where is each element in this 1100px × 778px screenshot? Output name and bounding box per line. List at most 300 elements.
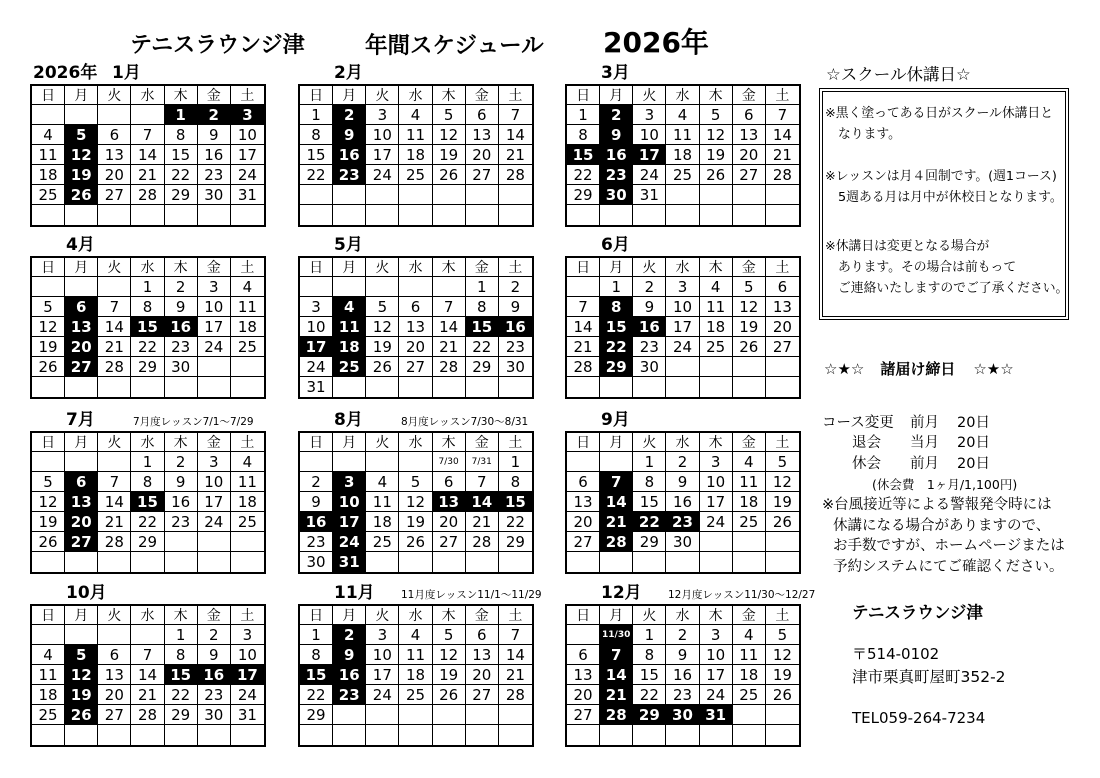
day-cell: 13 <box>98 665 131 685</box>
day-cell: 8 <box>165 645 198 665</box>
lesson-note-paragraph <box>825 166 1063 208</box>
closed-day-cell: 7 <box>600 645 633 665</box>
empty-day-cell <box>333 705 366 725</box>
day-cell: 26 <box>766 685 799 705</box>
empty-day-cell <box>131 377 164 397</box>
deadline-item: 休会 <box>852 456 881 472</box>
weekday-header: 金 <box>466 86 499 105</box>
empty-day-cell <box>399 725 432 745</box>
month-calendar-5 <box>298 256 534 399</box>
day-cell: 1 <box>499 452 532 472</box>
weekday-header: 月 <box>600 606 633 625</box>
empty-day-cell <box>131 205 164 225</box>
day-cell: 6 <box>98 125 131 145</box>
empty-day-cell <box>65 725 98 745</box>
empty-day-cell <box>399 205 432 225</box>
closed-day-cell: 15 <box>499 492 532 512</box>
day-cell: 19 <box>399 512 432 532</box>
day-cell: 27 <box>766 337 799 357</box>
day-cell: 14 <box>98 492 131 512</box>
day-cell: 26 <box>32 357 65 377</box>
day-cell: 28 <box>98 532 131 552</box>
day-cell: 9 <box>165 472 198 492</box>
empty-day-cell <box>231 205 264 225</box>
day-cell: 30 <box>198 705 231 725</box>
closed-day-cell: 22 <box>600 337 633 357</box>
closed-day-cell: 26 <box>65 705 98 725</box>
day-cell: 14 <box>499 125 532 145</box>
day-cell: 25 <box>32 705 65 725</box>
day-cell: 20 <box>98 685 131 705</box>
day-cell: 22 <box>466 337 499 357</box>
empty-day-cell <box>366 205 399 225</box>
weekday-header: 木 <box>700 606 733 625</box>
day-cell: 11 <box>32 665 65 685</box>
empty-day-cell <box>366 705 399 725</box>
weekday-header: 月 <box>333 433 366 452</box>
day-cell: 24 <box>700 512 733 532</box>
empty-day-cell <box>633 377 666 397</box>
weekday-header: 日 <box>32 86 65 105</box>
empty-day-cell <box>567 625 600 645</box>
day-cell: 3 <box>198 277 231 297</box>
day-cell: 11 <box>733 472 766 492</box>
empty-day-cell <box>466 705 499 725</box>
day-cell: 30 <box>198 185 231 205</box>
weekday-header: 火 <box>633 258 666 277</box>
empty-day-cell <box>633 205 666 225</box>
day-cell: 20 <box>399 337 432 357</box>
day-cell: 9 <box>499 297 532 317</box>
day-cell: 21 <box>499 145 532 165</box>
weekday-header: 月 <box>333 86 366 105</box>
day-cell: 5 <box>366 297 399 317</box>
month-calendar-2 <box>298 84 534 227</box>
day-cell: 1 <box>633 625 666 645</box>
day-cell: 21 <box>567 337 600 357</box>
day-cell: 16 <box>198 145 231 165</box>
day-cell: 7 <box>98 472 131 492</box>
empty-day-cell <box>766 377 799 397</box>
weekday-header: 日 <box>32 258 65 277</box>
day-cell: 2 <box>499 277 532 297</box>
weekday-header: 金 <box>466 258 499 277</box>
closed-day-cell: 19 <box>65 165 98 185</box>
weekday-header: 月 <box>600 86 633 105</box>
day-cell: 27 <box>567 532 600 552</box>
day-cell: 9 <box>666 472 699 492</box>
weekday-header: 木 <box>165 606 198 625</box>
day-cell: 28 <box>131 185 164 205</box>
address: 津市栗真町屋町352-2 <box>852 668 1006 686</box>
day-cell: 12 <box>700 125 733 145</box>
empty-day-cell <box>733 205 766 225</box>
day-cell: 25 <box>231 337 264 357</box>
day-cell: 19 <box>32 512 65 532</box>
weekday-header: 日 <box>300 606 333 625</box>
day-cell: 7 <box>499 105 532 125</box>
day-cell: 4 <box>399 105 432 125</box>
day-cell: 11 <box>700 297 733 317</box>
closed-day-cell: 31 <box>700 705 733 725</box>
day-cell: 8 <box>300 645 333 665</box>
month-label: 8月 <box>334 410 363 430</box>
closed-day-cell: 9 <box>333 645 366 665</box>
weekday-header: 火 <box>366 606 399 625</box>
closed-day-cell: 12 <box>65 665 98 685</box>
weekday-header: 月 <box>600 258 633 277</box>
day-cell: 9 <box>198 645 231 665</box>
empty-day-cell <box>98 552 131 572</box>
day-cell: 7/30 <box>433 452 466 472</box>
empty-day-cell <box>98 625 131 645</box>
empty-day-cell <box>198 377 231 397</box>
day-cell: 1 <box>567 105 600 125</box>
day-cell: 28 <box>499 165 532 185</box>
day-cell: 18 <box>399 145 432 165</box>
weekday-header: 金 <box>198 86 231 105</box>
empty-day-cell <box>32 205 65 225</box>
closed-day-cell: 17 <box>231 665 264 685</box>
empty-day-cell <box>333 377 366 397</box>
day-cell: 25 <box>32 185 65 205</box>
deadline-row <box>0 413 1100 433</box>
empty-day-cell <box>700 532 733 552</box>
day-cell: 28 <box>499 685 532 705</box>
empty-day-cell <box>600 725 633 745</box>
day-cell: 23 <box>633 337 666 357</box>
weekday-header: 金 <box>198 258 231 277</box>
lesson-period-note: 7月度レッスン7/1～7/29 <box>133 416 254 428</box>
day-cell: 30 <box>499 357 532 377</box>
day-cell: 24 <box>666 337 699 357</box>
day-cell: 13 <box>766 297 799 317</box>
closure-notice-box <box>819 88 1069 320</box>
day-cell: 22 <box>499 512 532 532</box>
day-cell: 15 <box>633 492 666 512</box>
day-cell: 5 <box>766 452 799 472</box>
notice-line: お手数ですが、ホームページまたは <box>833 538 1065 555</box>
day-cell: 25 <box>366 532 399 552</box>
day-cell: 18 <box>231 492 264 512</box>
weekday-header: 金 <box>733 86 766 105</box>
day-cell: 22 <box>567 165 600 185</box>
empty-day-cell <box>433 705 466 725</box>
day-cell: 28 <box>567 357 600 377</box>
empty-day-cell <box>65 377 98 397</box>
empty-day-cell <box>231 357 264 377</box>
note-line: なります。 <box>838 127 901 142</box>
day-cell: 26 <box>733 337 766 357</box>
weekday-header: 日 <box>32 433 65 452</box>
closed-day-cell: 15 <box>131 317 164 337</box>
closed-day-cell: 23 <box>333 165 366 185</box>
weekday-header: 水 <box>131 86 164 105</box>
closed-day-cell: 15 <box>600 317 633 337</box>
day-cell: 18 <box>733 492 766 512</box>
day-cell: 22 <box>633 685 666 705</box>
weekday-header: 日 <box>567 606 600 625</box>
closed-day-cell: 3 <box>333 472 366 492</box>
closed-day-cell: 28 <box>600 532 633 552</box>
weekday-header: 水 <box>666 86 699 105</box>
day-cell: 8 <box>466 297 499 317</box>
empty-day-cell <box>733 377 766 397</box>
empty-day-cell <box>231 552 264 572</box>
closed-day-cell: 15 <box>300 665 333 685</box>
day-cell: 10 <box>666 297 699 317</box>
day-cell: 8 <box>567 125 600 145</box>
day-cell: 2 <box>165 452 198 472</box>
day-cell: 12 <box>766 645 799 665</box>
closed-day-cell: 8 <box>600 297 633 317</box>
day-cell: 7 <box>433 297 466 317</box>
day-cell: 24 <box>633 165 666 185</box>
closed-day-cell: 31 <box>333 552 366 572</box>
closed-day-cell: 15 <box>165 665 198 685</box>
day-cell: 9 <box>300 492 333 512</box>
weekday-header: 木 <box>433 606 466 625</box>
closed-day-cell: 5 <box>65 125 98 145</box>
day-cell: 13 <box>567 492 600 512</box>
day-cell: 27 <box>466 685 499 705</box>
weekday-header: 土 <box>231 433 264 452</box>
day-cell: 12 <box>433 645 466 665</box>
day-cell: 3 <box>366 105 399 125</box>
weekday-header: 火 <box>98 258 131 277</box>
day-cell: 19 <box>766 492 799 512</box>
empty-day-cell <box>231 377 264 397</box>
closed-day-cell: 2 <box>333 625 366 645</box>
empty-day-cell <box>499 377 532 397</box>
empty-day-cell <box>700 357 733 377</box>
day-cell: 5 <box>733 277 766 297</box>
closed-day-cell: 23 <box>666 512 699 532</box>
day-cell: 18 <box>700 317 733 337</box>
day-cell: 13 <box>466 125 499 145</box>
empty-day-cell <box>399 377 432 397</box>
empty-day-cell <box>333 205 366 225</box>
month-label: 6月 <box>601 235 630 255</box>
day-cell: 25 <box>733 512 766 532</box>
day-cell: 5 <box>433 105 466 125</box>
weekday-header: 木 <box>433 433 466 452</box>
day-cell: 6 <box>567 472 600 492</box>
empty-day-cell <box>766 552 799 572</box>
closed-day-cell: 2 <box>333 105 366 125</box>
empty-day-cell <box>231 532 264 552</box>
day-cell: 18 <box>366 512 399 532</box>
empty-day-cell <box>198 205 231 225</box>
empty-day-cell <box>466 377 499 397</box>
empty-day-cell <box>499 552 532 572</box>
day-cell: 11 <box>666 125 699 145</box>
empty-day-cell <box>366 277 399 297</box>
day-cell: 8 <box>300 125 333 145</box>
day-cell: 2 <box>666 452 699 472</box>
weekday-header: 日 <box>300 433 333 452</box>
day-cell: 1 <box>633 452 666 472</box>
closed-day-cell: 30 <box>666 705 699 725</box>
closed-day-cell: 17 <box>300 337 333 357</box>
weekday-header: 火 <box>633 86 666 105</box>
empty-day-cell <box>98 277 131 297</box>
day-cell: 23 <box>499 337 532 357</box>
closed-day-cell: 11 <box>333 317 366 337</box>
closed-day-cell: 14 <box>600 492 633 512</box>
deadline-heading <box>824 359 1014 379</box>
weekday-header: 火 <box>366 433 399 452</box>
empty-day-cell <box>300 185 333 205</box>
closed-day-cell: 10 <box>333 492 366 512</box>
day-cell: 26 <box>399 532 432 552</box>
month-label: 4月 <box>66 235 95 255</box>
empty-day-cell <box>499 725 532 745</box>
day-cell: 17 <box>366 665 399 685</box>
postal-code: 〒514-0102 <box>852 645 940 663</box>
year-label: 2026年 <box>33 63 98 83</box>
day-cell: 24 <box>231 685 264 705</box>
closed-day-cell: 15 <box>131 492 164 512</box>
weekday-header: 日 <box>567 86 600 105</box>
day-cell: 18 <box>733 665 766 685</box>
closed-day-cell: 16 <box>300 512 333 532</box>
weekday-header: 木 <box>433 86 466 105</box>
day-cell: 28 <box>766 165 799 185</box>
empty-day-cell <box>131 625 164 645</box>
empty-day-cell <box>766 185 799 205</box>
day-cell: 21 <box>766 145 799 165</box>
empty-day-cell <box>366 185 399 205</box>
closed-day-cell: 3 <box>231 105 264 125</box>
day-cell: 2 <box>198 625 231 645</box>
day-cell: 8 <box>131 297 164 317</box>
month-label: 9月 <box>601 410 630 430</box>
notice-line: 予約システムにてご確認ください。 <box>833 558 1064 575</box>
day-cell: 26 <box>366 357 399 377</box>
empty-day-cell <box>366 725 399 745</box>
empty-day-cell <box>165 532 198 552</box>
month-label: 7月 <box>66 410 95 430</box>
weekday-header: 水 <box>399 433 432 452</box>
empty-day-cell <box>666 377 699 397</box>
weekday-header: 水 <box>399 258 432 277</box>
empty-day-cell <box>567 725 600 745</box>
weekday-header: 土 <box>499 606 532 625</box>
empty-day-cell <box>399 185 432 205</box>
day-cell: 27 <box>98 705 131 725</box>
month-label: 2月 <box>334 63 363 83</box>
day-cell: 1 <box>300 105 333 125</box>
day-cell: 5 <box>32 297 65 317</box>
day-cell: 26 <box>433 165 466 185</box>
weekday-header: 木 <box>165 258 198 277</box>
day-cell: 5 <box>32 472 65 492</box>
note-line: 5週ある月は月中が休校日となります。 <box>838 190 1063 205</box>
day-cell: 2 <box>165 277 198 297</box>
empty-day-cell <box>131 105 164 125</box>
day-cell: 6 <box>567 645 600 665</box>
weekday-header: 水 <box>399 606 432 625</box>
empty-day-cell <box>98 205 131 225</box>
deadline-row <box>0 454 1100 474</box>
closed-day-cell: 25 <box>333 357 366 377</box>
empty-day-cell <box>600 205 633 225</box>
empty-day-cell <box>231 725 264 745</box>
lesson-period-note: 11月度レッスン11/1～11/29 <box>401 589 542 601</box>
suspension-fee-note: (休会費 1ヶ月/1,100円) <box>872 477 1018 492</box>
month-label: 1月 <box>112 63 141 83</box>
empty-day-cell <box>65 277 98 297</box>
empty-day-cell <box>666 552 699 572</box>
day-cell: 7 <box>98 297 131 317</box>
day-cell: 4 <box>32 125 65 145</box>
weekday-header: 火 <box>633 606 666 625</box>
day-cell: 6 <box>766 277 799 297</box>
day-cell: 26 <box>433 685 466 705</box>
day-cell: 28 <box>433 357 466 377</box>
day-cell: 6 <box>466 105 499 125</box>
day-cell: 9 <box>198 125 231 145</box>
day-cell: 7 <box>499 625 532 645</box>
weekday-header: 日 <box>300 258 333 277</box>
weekday-header: 木 <box>165 86 198 105</box>
closed-day-cell: 13 <box>65 492 98 512</box>
empty-day-cell <box>466 185 499 205</box>
weekday-header: 金 <box>733 258 766 277</box>
closed-day-cell: 20 <box>65 337 98 357</box>
day-cell: 2 <box>300 472 333 492</box>
empty-day-cell <box>466 725 499 745</box>
day-cell: 29 <box>165 185 198 205</box>
empty-day-cell <box>98 725 131 745</box>
weekday-header: 月 <box>65 258 98 277</box>
day-cell: 22 <box>165 165 198 185</box>
day-cell: 20 <box>733 145 766 165</box>
day-cell: 13 <box>98 145 131 165</box>
weekday-header: 水 <box>666 258 699 277</box>
day-cell: 14 <box>766 125 799 145</box>
day-cell: 3 <box>700 625 733 645</box>
empty-day-cell <box>600 552 633 572</box>
empty-day-cell <box>433 277 466 297</box>
empty-day-cell <box>666 185 699 205</box>
day-cell: 4 <box>700 277 733 297</box>
empty-day-cell <box>567 552 600 572</box>
day-cell: 8 <box>633 472 666 492</box>
day-cell: 29 <box>633 532 666 552</box>
weekday-header: 水 <box>131 433 164 452</box>
empty-day-cell <box>32 625 65 645</box>
closed-day-cell: 9 <box>333 125 366 145</box>
empty-day-cell <box>98 377 131 397</box>
day-cell: 12 <box>733 297 766 317</box>
empty-day-cell <box>567 277 600 297</box>
day-cell: 10 <box>366 125 399 145</box>
empty-day-cell <box>32 552 65 572</box>
day-cell: 18 <box>32 165 65 185</box>
empty-day-cell <box>165 377 198 397</box>
weekday-header: 土 <box>231 86 264 105</box>
day-cell: 1 <box>165 625 198 645</box>
day-cell: 4 <box>733 625 766 645</box>
month-label: 5月 <box>334 235 363 255</box>
weekday-header: 水 <box>131 258 164 277</box>
day-cell: 4 <box>733 452 766 472</box>
day-cell: 27 <box>733 165 766 185</box>
day-cell: 7 <box>131 645 164 665</box>
day-cell: 7 <box>466 472 499 492</box>
